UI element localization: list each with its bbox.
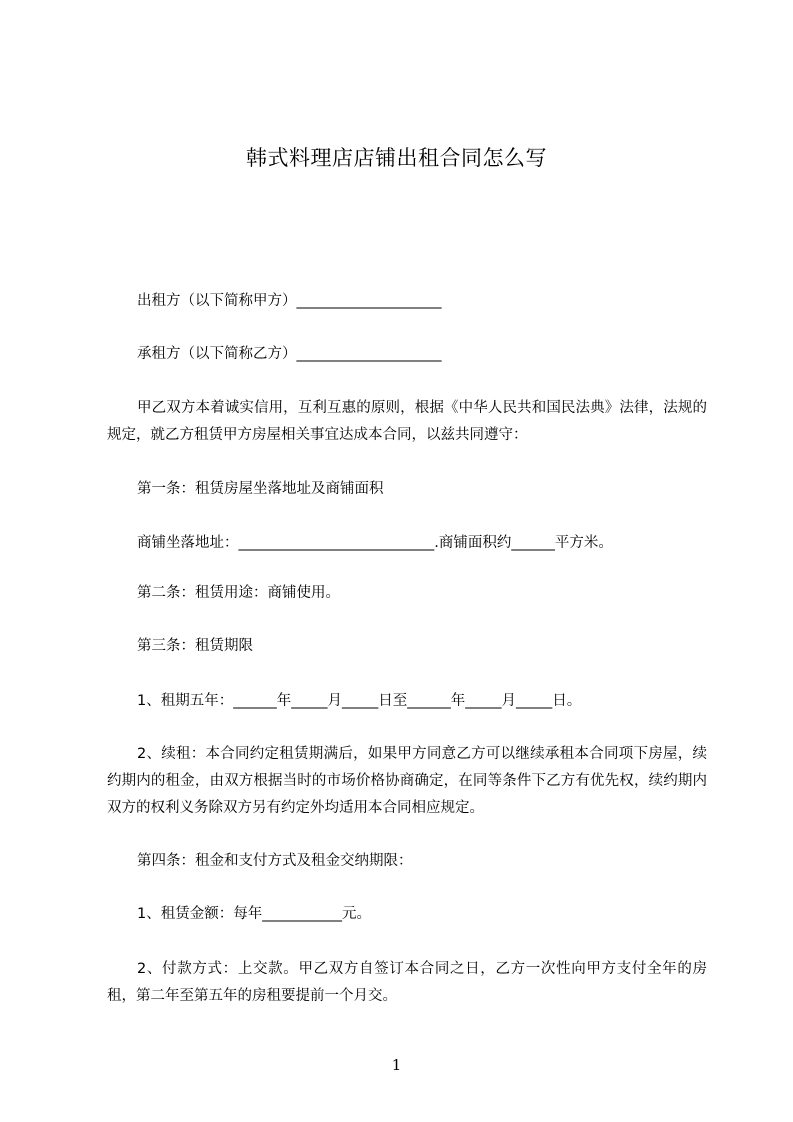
rent-amount-line: 1、租赁金额：每年___________元。 xyxy=(137,906,371,922)
shop-address-line: 商铺坐落地址：___________________________.商铺面积约______平方米。 xyxy=(137,535,613,551)
preamble-paragraph: 甲乙双方本着诚实信用，互利互惠的原则，根据《中华人民共和国民法典》法律，法规的规定，就乙方租赁甲方房屋相关事宜达成本合同，以兹共同遵守： xyxy=(107,400,707,443)
lease-term-line: 1、租期五年：______年_____月_____日至______年_____月_____日。 xyxy=(137,693,582,709)
article-2-heading: 第二条：租赁用途：商铺使用。 xyxy=(137,585,340,601)
lessor-line: 出租方（以下简称甲方）____________________ xyxy=(137,293,442,309)
renewal-paragraph: 2、续租：本合同约定租赁期满后，如果甲方同意乙方可以继续承租本合同项下房屋，续约期内的租金，由双方根据当时的市场价格协商确定，在同等条件下乙方有优先权，续约期内双方的权利义务除双方另有约定外均适用本合同相应规定。 xyxy=(107,746,707,816)
article-3-heading: 第三条：租赁期限 xyxy=(137,638,253,654)
page-number: 1 xyxy=(391,1056,402,1074)
article-4-heading: 第四条：租金和支付方式及租金交纳期限： xyxy=(137,853,413,869)
lessee-line: 承租方（以下简称乙方）____________________ xyxy=(137,346,442,362)
payment-method-paragraph: 2、付款方式：上交款。甲乙双方自签订本合同之日，乙方一次性向甲方支付全年的房租，第二年至第五年的房租要提前一个月交。 xyxy=(107,961,707,1004)
document-title: 韩式料理店店铺出租合同怎么写 xyxy=(246,146,547,170)
article-1-heading: 第一条：租赁房屋坐落地址及商铺面积 xyxy=(137,481,384,497)
